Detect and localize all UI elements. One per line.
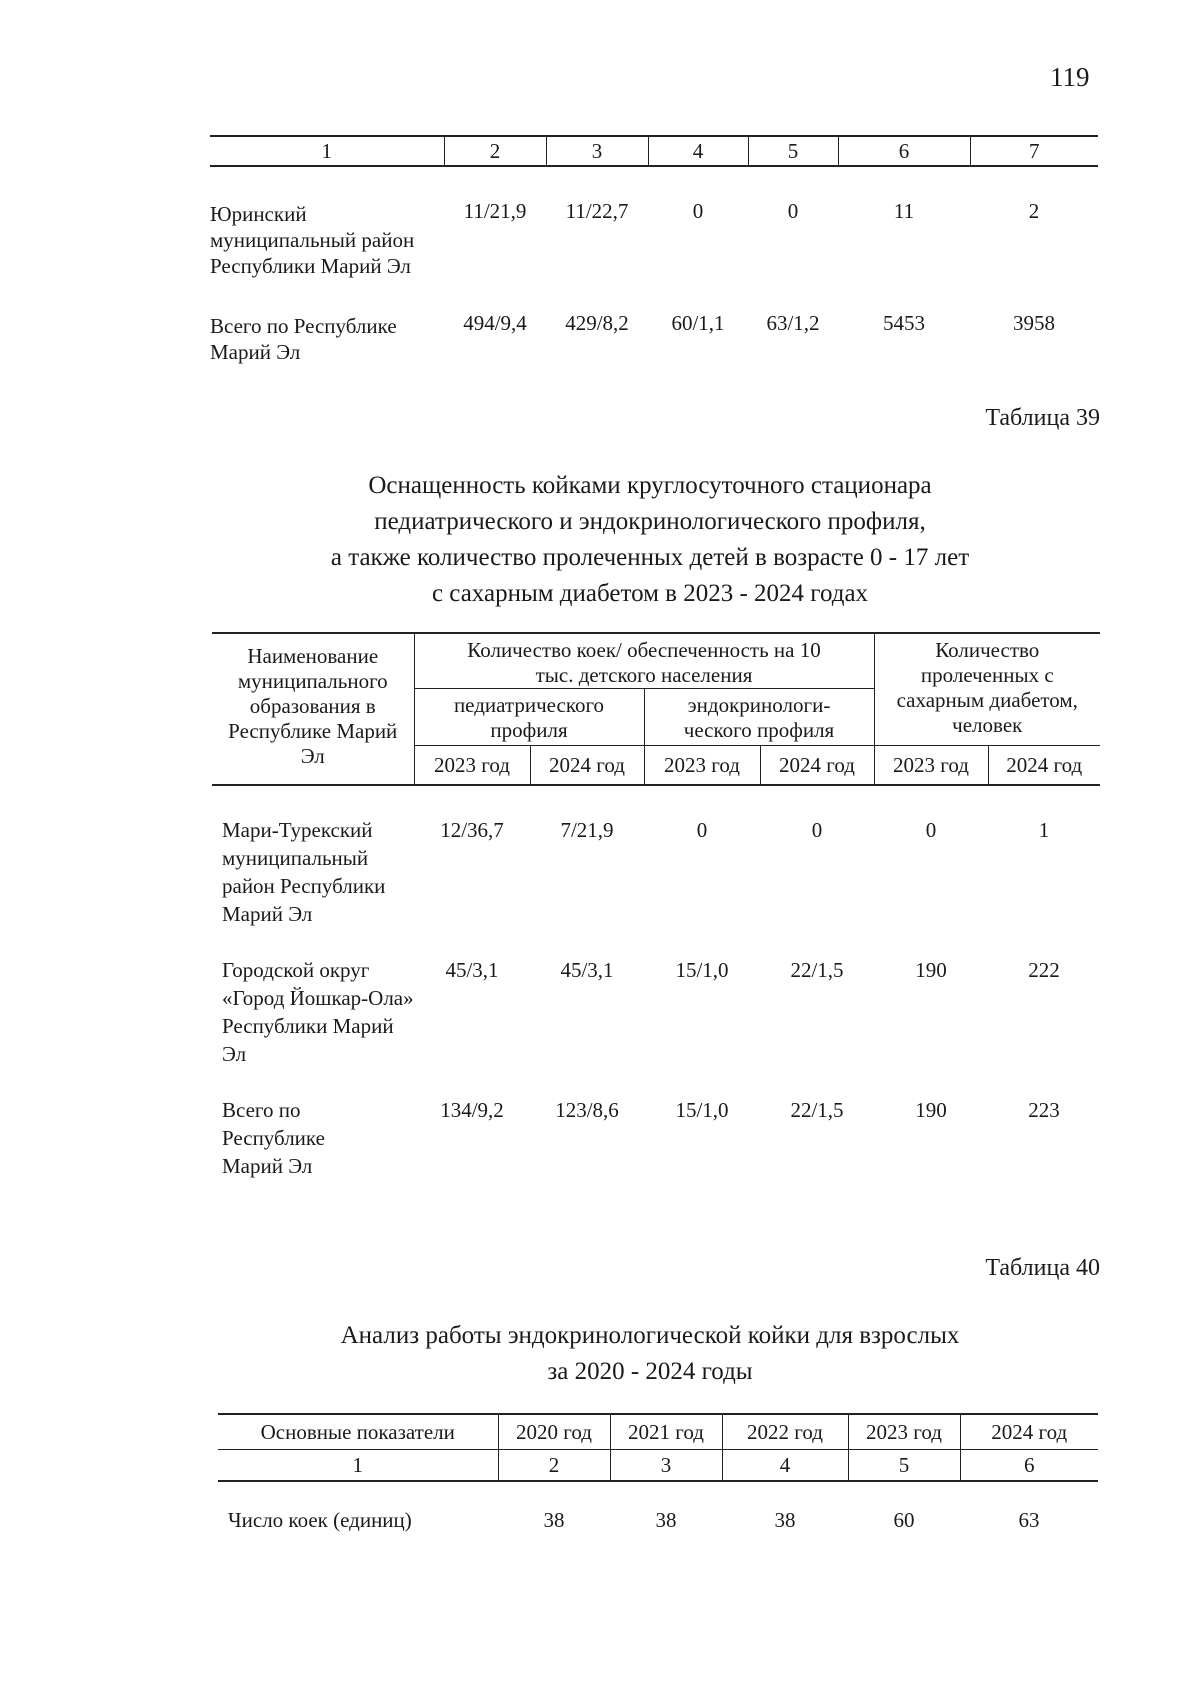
title-line: Анализ работы эндокринологической койки для взрослых (340, 1322, 960, 1349)
pediatric-header: педиатрического профиля (414, 689, 644, 746)
header-cell: 2022 год (722, 1414, 848, 1450)
header-cell: 2024 год (960, 1414, 1098, 1450)
table-cell: 0 (925, 818, 937, 842)
table-cell: 134/9,2 (440, 1098, 504, 1122)
row-name: Всего по Республике Марий Эл (210, 314, 397, 364)
header-cell: 2020 год (498, 1414, 610, 1450)
column-number-row (218, 1450, 1098, 1482)
table-cell: 0 (787, 199, 799, 223)
header-cell: 1 (210, 136, 444, 166)
table-cell: 60 (893, 1508, 915, 1532)
table-cell: 2 (1028, 199, 1040, 223)
table-cell: 222 (1028, 958, 1060, 982)
page-number: 119 (1050, 62, 1090, 92)
header-cell: Основные показатели (218, 1414, 498, 1450)
title-line: Оснащенность койками круглосуточного стационара (368, 472, 932, 499)
title-line: за 2020 - 2024 годы (547, 1358, 753, 1385)
table-39 (212, 632, 1100, 1180)
year-header: 2023 год (644, 746, 760, 786)
row-name: Юринский муниципальный район Республики Марий Эл (210, 202, 415, 278)
table-cell: 60/1,1 (671, 311, 725, 335)
header-cell: 5 (748, 136, 838, 166)
year-header: 2024 год (530, 746, 644, 786)
row-name: Мари-Турекский муниципальный район Республики Марий Эл (222, 818, 386, 926)
table-40 (218, 1413, 1098, 1533)
table-cell: 429/8,2 (565, 311, 629, 335)
year-header: 2024 год (760, 746, 874, 786)
table-cell: 11/21,9 (463, 199, 527, 223)
table-cell: 38 (655, 1508, 677, 1532)
header-cell: 3 (546, 136, 648, 166)
table-cell: 11 (893, 199, 915, 223)
endocrine-header: эндокринологи-ческого профиля (644, 689, 874, 746)
column-number: 6 (960, 1450, 1098, 1482)
table-39-title (200, 468, 1100, 612)
table-cell: 0 (692, 199, 704, 223)
title-line: с сахарным диабетом в 2023 - 2024 годах (431, 580, 869, 607)
table-row (218, 1481, 1098, 1533)
table-cell: 0 (696, 818, 708, 842)
table-cell: 45/3,1 (560, 958, 614, 982)
table-cell: 7/21,9 (560, 818, 614, 842)
row-name: Число коек (единиц) (228, 1508, 412, 1532)
table-cell: 3958 (1013, 311, 1055, 335)
column-number: 1 (218, 1450, 498, 1482)
table-row (210, 303, 1098, 365)
table-header-row (210, 136, 1098, 166)
table-cell: 123/8,6 (555, 1098, 619, 1122)
column-number: 5 (848, 1450, 960, 1482)
table-cell: 38 (774, 1508, 796, 1532)
column-number: 3 (610, 1450, 722, 1482)
row-name: Всего по Республике Марий Эл (222, 1098, 325, 1178)
table-39-caption: Таблица 39 (985, 405, 1100, 431)
table-continuation (210, 135, 1098, 365)
table-cell: 38 (543, 1508, 565, 1532)
table-cell: 12/36,7 (440, 818, 504, 842)
table-header-row (218, 1414, 1098, 1450)
table-cell: 45/3,1 (445, 958, 499, 982)
table-cell: 15/1,0 (675, 1098, 729, 1122)
table-cell: 0 (811, 818, 823, 842)
table-cell: 494/9,4 (463, 311, 527, 335)
header-cell: 6 (838, 136, 970, 166)
municipality-header: Наименование муниципального образования в Республике Марий Эл (212, 633, 414, 785)
table-cell: 15/1,0 (675, 958, 729, 982)
title-line: а также количество пролеченных детей в возрасте 0 - 17 лет (330, 544, 970, 571)
header-cell: 4 (648, 136, 748, 166)
table-40-title (200, 1318, 1100, 1390)
header-cell: 2023 год (848, 1414, 960, 1450)
table-40-caption: Таблица 40 (985, 1255, 1100, 1281)
table-row (212, 950, 1100, 1068)
table-cell: 5453 (883, 311, 925, 335)
table-cell: 63 (1018, 1508, 1040, 1532)
table-row (210, 191, 1098, 279)
year-header: 2023 год (874, 746, 988, 786)
row-name: Городской округ «Город Йошкар-Ола» Республики Марий Эл (222, 958, 414, 1066)
table-row (212, 810, 1100, 928)
table-cell: 1 (1038, 818, 1050, 842)
table-cell: 22/1,5 (790, 1098, 844, 1122)
table-cell: 63/1,2 (766, 311, 820, 335)
year-header: 2024 год (988, 746, 1100, 786)
column-number: 2 (498, 1450, 610, 1482)
table-cell: 223 (1028, 1098, 1060, 1122)
treated-header: Количество пролеченных с сахарным диабетом, человек (874, 633, 1100, 746)
table-cell: 190 (915, 958, 947, 982)
table-cell: 190 (915, 1098, 947, 1122)
header-cell: 2 (444, 136, 546, 166)
header-cell: 7 (970, 136, 1098, 166)
table-cell: 11/22,7 (565, 199, 629, 223)
column-number: 4 (722, 1450, 848, 1482)
beds-header: Количество коек/ обеспеченность на 10 тыс. детского населения (414, 633, 874, 689)
year-header: 2023 год (414, 746, 530, 786)
title-line: педиатрического и эндокринологического профиля, (374, 508, 926, 535)
table-row (212, 1090, 1100, 1180)
header-cell: 2021 год (610, 1414, 722, 1450)
table-cell: 22/1,5 (790, 958, 844, 982)
